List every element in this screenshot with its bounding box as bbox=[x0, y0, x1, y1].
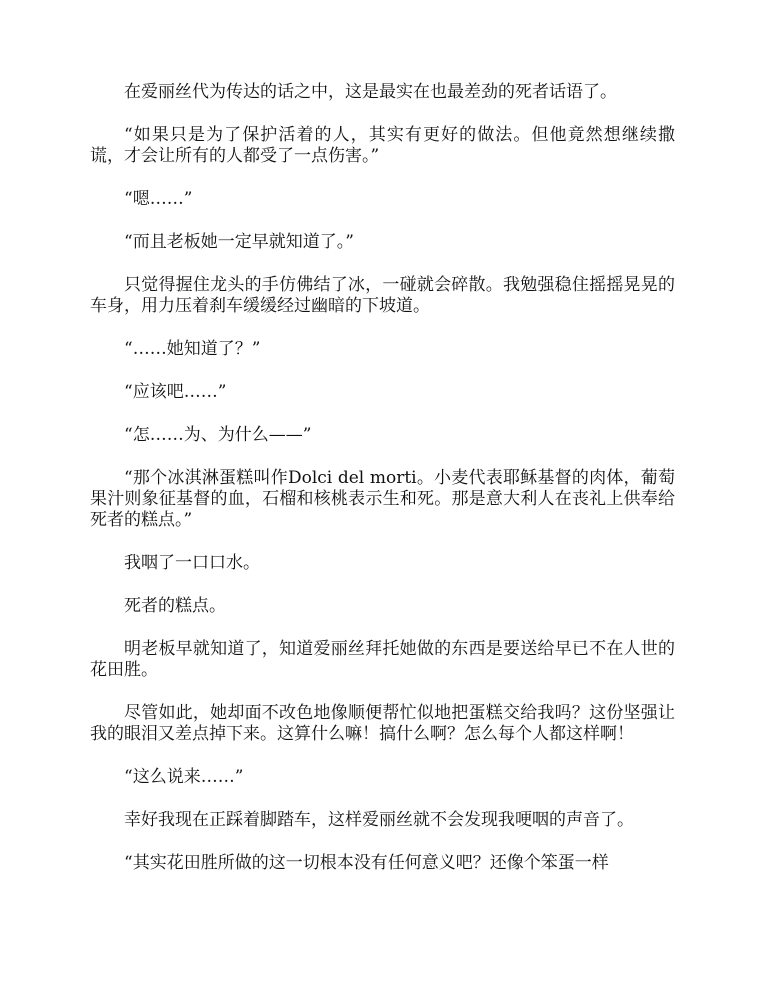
paragraph: “而且老板她一定早就知道了。” bbox=[124, 232, 354, 252]
paragraph: “其实花田胜所做的这一切根本没有任何意义吧？还像个笨蛋一样 bbox=[124, 853, 609, 873]
paragraph: “……她知道了？” bbox=[124, 339, 261, 359]
paragraph: “如果只是为了保护活着的人，其实有更好的做法。但他竟然想继续撒谎，才会让所有的人都受了一点伤害。” bbox=[90, 125, 675, 166]
paragraph: 幸好我现在正踩着脚踏车，这样爱丽丝就不会发现我哽咽的声音了。 bbox=[124, 810, 634, 830]
page-text bbox=[90, 82, 675, 874]
paragraph: “怎……为、为什么——” bbox=[124, 425, 312, 445]
paragraph: 在爱丽丝代为传达的话之中，这是最实在也最差劲的死者话语了。 bbox=[124, 82, 617, 102]
paragraph: 我咽了一口口水。 bbox=[124, 553, 260, 573]
paragraph: “嗯……” bbox=[124, 189, 193, 209]
paragraph: 死者的糕点。 bbox=[124, 596, 226, 616]
paragraph: 只觉得握住龙头的手仿佛结了冰，一碰就会碎散。我勉强稳住摇摇晃晃的车身，用力压着刹车缓缓经过幽暗的下坡道。 bbox=[90, 275, 675, 316]
paragraph: 明老板早就知道了，知道爱丽丝拜托她做的东西是要送给早已不在人世的花田胜。 bbox=[90, 639, 675, 680]
paragraph: “这么说来……” bbox=[124, 767, 244, 787]
paragraph: “应该吧……” bbox=[124, 382, 227, 402]
paragraph: 尽管如此，她却面不改色地像顺便帮忙似地把蛋糕交给我吗？这份坚强让我的眼泪又差点掉下来。这算什么嘛！搞什么啊？怎么每个人都这样啊！ bbox=[90, 703, 675, 744]
paragraph: “那个冰淇淋蛋糕叫作Dolci del morti。小麦代表耶稣基督的肉体，葡萄果汁则象征基督的血，石榴和核桃表示生和死。那是意大利人在丧礼上供奉给死者的糕点。” bbox=[90, 468, 675, 530]
